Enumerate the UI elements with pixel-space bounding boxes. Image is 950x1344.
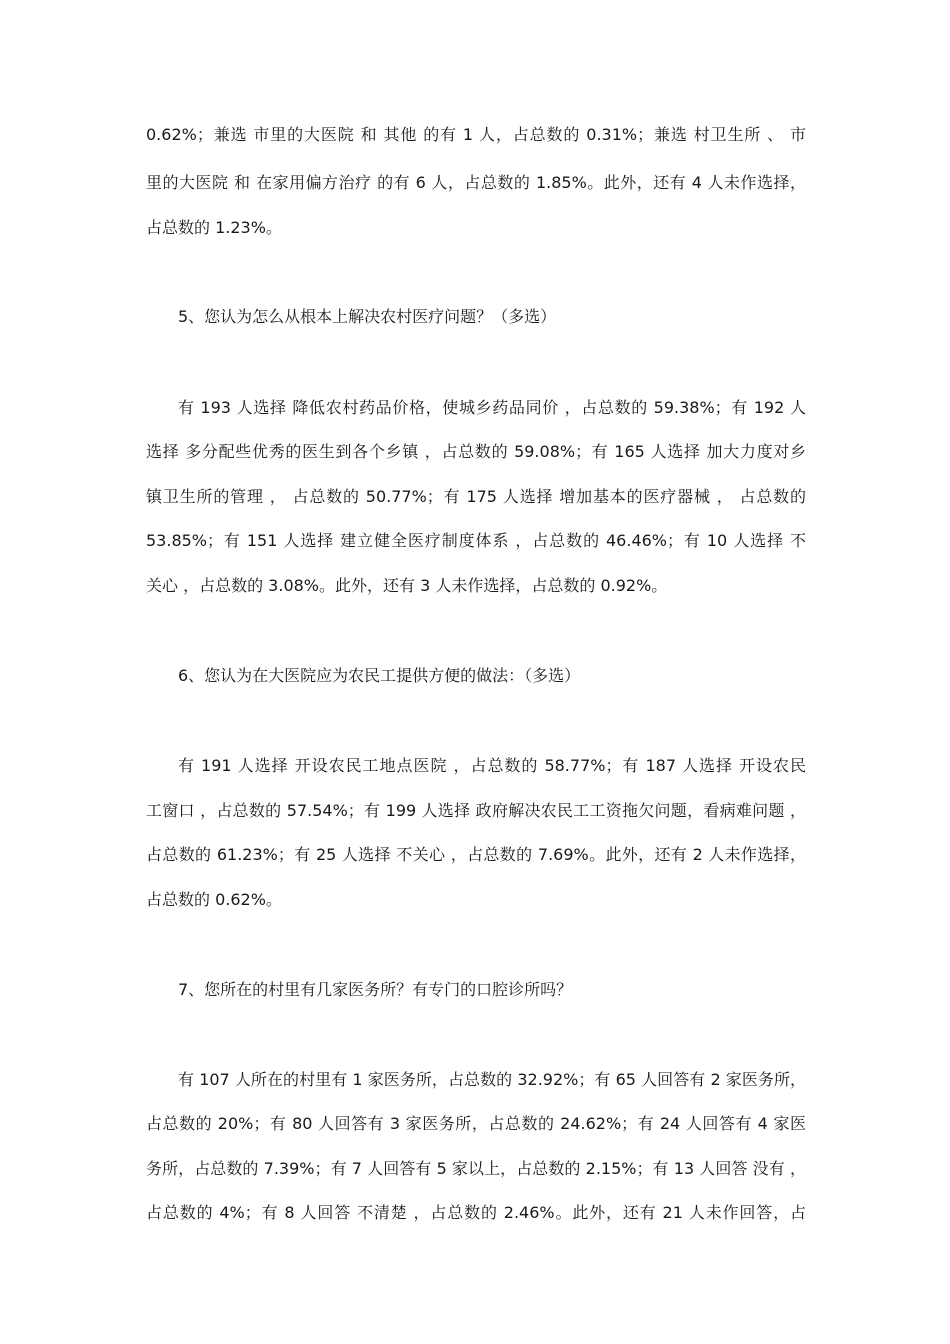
text-line: 有 191 人选择 开设农民工地点医院 ，占总数的 58.77%；有 187 人选择 开设农民 bbox=[178, 756, 806, 775]
text-line: 占总数的 0.62%。 bbox=[146, 890, 282, 909]
text-line: 里的大医院 和 在家用偏方治疗 的有 6 人，占总数的 1.85%。此外，还有 4 人未作选择， bbox=[146, 173, 806, 192]
text-line: 占总数的 4%；有 8 人回答 不清楚 ，占总数的 2.46%。此外，还有 21 人未作回答，占 bbox=[146, 1203, 806, 1222]
text-line: 0.62%；兼选 市里的大医院 和 其他 的有 1 人，占总数的 0.31%；兼选 村卫生所 、 市 bbox=[146, 125, 806, 144]
text-line: 有 193 人选择 降低农村药品价格，使城乡药品同价 ，占总数的 59.38%；有 192 人 bbox=[178, 398, 806, 417]
question-6-heading: 6、您认为在大医院应为农民工提供方便的做法：（多选） bbox=[178, 666, 581, 685]
text-line: 53.85%；有 151 人选择 建立健全医疗制度体系 ，占总数的 46.46%；有 10 人选择 不 bbox=[146, 531, 806, 550]
text-line: 务所，占总数的 7.39%；有 7 人回答有 5 家以上，占总数的 2.15%；有 13 人回答 没有 ， bbox=[146, 1159, 806, 1178]
question-5-heading: 5、您认为怎么从根本上解决农村医疗问题？（多选） bbox=[178, 307, 557, 326]
text-line: 镇卫生所的管理 ， 占总数的 50.77%；有 175 人选择 增加基本的医疗器械 ， 占总数的 bbox=[146, 487, 806, 506]
text-line: 占总数的 61.23%；有 25 人选择 不关心 ，占总数的 7.69%。此外，还有 2 人未作选择， bbox=[146, 845, 806, 864]
text-line: 选择 多分配些优秀的医生到各个乡镇 ，占总数的 59.08%；有 165 人选择 加大力度对乡 bbox=[146, 442, 806, 461]
question-7-heading: 7、您所在的村里有几家医务所？有专门的口腔诊所吗？ bbox=[178, 980, 573, 999]
text-line: 有 107 人所在的村里有 1 家医务所，占总数的 32.92%；有 65 人回答有 2 家医务所， bbox=[178, 1070, 806, 1089]
text-line: 占总数的 1.23%。 bbox=[146, 218, 282, 237]
text-line: 工窗口 ，占总数的 57.54%；有 199 人选择 政府解决农民工工资拖欠问题，看病难问题 ， bbox=[146, 801, 806, 820]
text-line: 占总数的 20%；有 80 人回答有 3 家医务所，占总数的 24.62%；有 24 人回答有 4 家医 bbox=[146, 1114, 806, 1133]
text-line: 关心 ，占总数的 3.08%。此外，还有 3 人未作选择，占总数的 0.92%。 bbox=[146, 576, 668, 595]
